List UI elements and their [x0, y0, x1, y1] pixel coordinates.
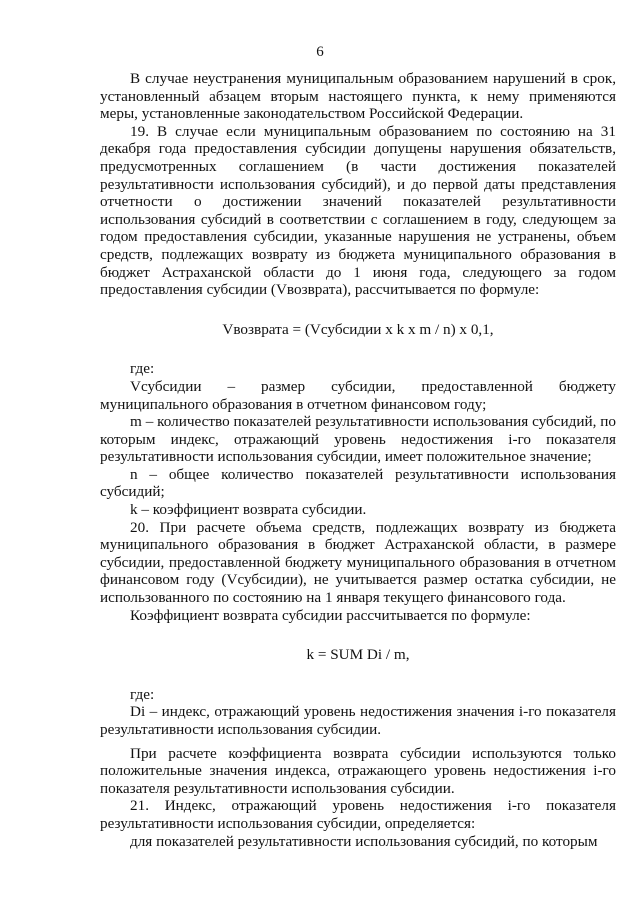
definition-m: m – количество показателей результативности использования субсидий, по которым индекс, отражающий уровень недостижения i-го показателя результативности использования субсидии, имеет положительное значение;: [100, 413, 616, 466]
formula-coefficient: k = SUM Di / m,: [306, 646, 410, 664]
definition-vsubsidy: Vсубсидии – размер субсидии, предоставленной бюджету муниципального образования в отчетном финансовом году;: [100, 377, 616, 413]
formula-return-volume: Vвозврата = (Vсубсидии x k x m / n) x 0,1,: [222, 320, 494, 338]
where-label-2: где:: [130, 685, 155, 703]
paragraph-positive-values: При расчете коэффициента возврата субсидии используются только положительные значения индекса, отражающего уровень недостижения i-го показателя результативности использования субсидии.: [100, 744, 616, 797]
definition-k: k – коэффициент возврата субсидии.: [130, 501, 367, 519]
document-body: [100, 70, 616, 850]
definition-di: Di – индекс, отражающий уровень недостижения значения i-го показателя результативности использования субсидии.: [100, 703, 616, 738]
page-number: 6: [316, 44, 324, 60]
paragraph-20: 20. При расчете объема средств, подлежащих возврату из бюджета муниципального образования в бюджет Астраханской области, в размере субсидии, предоставленной бюджету муниципального образования в отчетном финансовом году (Vсубсидии), не учитывается размер остатка субсидии, не использованного по состоянию на 1 января текущего финансового года.: [100, 518, 616, 607]
paragraph-coefficient-intro: Коэффициент возврата субсидии рассчитывается по формуле:: [130, 606, 531, 624]
paragraph-19: 19. В случае если муниципальным образованием по состоянию на 31 декабря года предоставления субсидии допущены нарушения обязательств, предусмотренных соглашением (в части достижения показателей результативности использования субсидий), и до первой даты представления отчетности о достижении значений показателей результативности использования субсидий в соответствии с соглашением в году, следующем за годом предоставления субсидии, указанные нарушения не устранены, объем средств, подлежащих возврату из бюджета муниципального образования в бюджет Астраханской области до 1 июня года, следующего за годом предоставления субсидии (Vвозврата), рассчитывается по формуле:: [100, 122, 616, 299]
paragraph-indicators-start: для показателей результативности использования субсидий, по которым: [130, 832, 598, 850]
definition-n: n – общее количество показателей результативности использования субсидий;: [100, 465, 616, 501]
where-label: где:: [130, 360, 155, 378]
paragraph-measures: В случае неустранения муниципальным образованием нарушений в срок, установленный абзацем вторым настоящего пункта, к нему применяются меры, установленные законодательством Российской Федерации.: [100, 70, 616, 123]
paragraph-21: 21. Индекс, отражающий уровень недостижения i-го показателя результативности использования субсидии, определяется:: [100, 797, 616, 832]
